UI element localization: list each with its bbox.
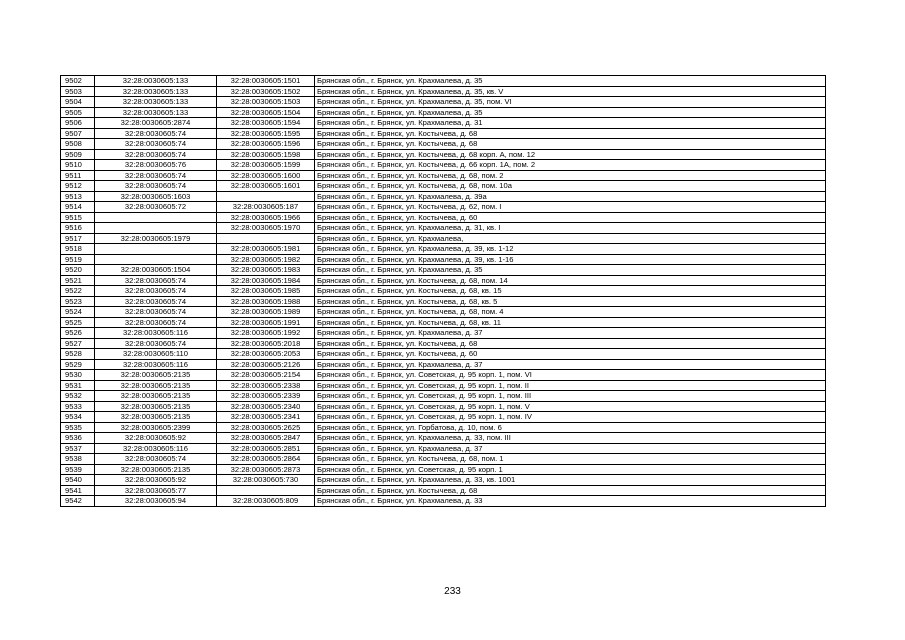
object-cadastral-number-cell: 32:28:0030605:2018 <box>217 338 315 349</box>
table-row <box>61 412 826 423</box>
row-number-cell: 9536 <box>61 433 95 444</box>
table-row <box>61 223 826 234</box>
table-row <box>61 391 826 402</box>
object-cadastral-number-cell: 32:28:0030605:1988 <box>217 296 315 307</box>
table-row <box>61 86 826 97</box>
table-row <box>61 328 826 339</box>
parcel-cadastral-number-cell: 32:28:0030605:116 <box>95 328 217 339</box>
table-row <box>61 160 826 171</box>
address-cell: Брянская обл., г. Брянск, ул. Крахмалева, <box>315 233 826 244</box>
parcel-cadastral-number-cell: 32:28:0030605:74 <box>95 307 217 318</box>
table-row <box>61 422 826 433</box>
row-number-cell: 9528 <box>61 349 95 360</box>
parcel-cadastral-number-cell <box>95 212 217 223</box>
address-cell: Брянская обл., г. Брянск, ул. Костычева, д. 62, пом. I <box>315 202 826 213</box>
parcel-cadastral-number-cell: 32:28:0030605:2135 <box>95 412 217 423</box>
parcel-cadastral-number-cell: 32:28:0030605:76 <box>95 160 217 171</box>
row-number-cell: 9520 <box>61 265 95 276</box>
table-row <box>61 475 826 486</box>
table-row <box>61 443 826 454</box>
address-cell: Брянская обл., г. Брянск, ул. Крахмалева, д. 33 <box>315 496 826 507</box>
address-cell: Брянская обл., г. Брянск, ул. Крахмалева, д. 31 <box>315 118 826 129</box>
address-cell: Брянская обл., г. Брянск, ул. Крахмалева, д. 33, пом. III <box>315 433 826 444</box>
row-number-cell: 9508 <box>61 139 95 150</box>
object-cadastral-number-cell: 32:28:0030605:809 <box>217 496 315 507</box>
parcel-cadastral-number-cell: 32:28:0030605:1979 <box>95 233 217 244</box>
parcel-cadastral-number-cell: 32:28:0030605:2135 <box>95 391 217 402</box>
row-number-cell: 9509 <box>61 149 95 160</box>
table-row <box>61 233 826 244</box>
object-cadastral-number-cell: 32:28:0030605:187 <box>217 202 315 213</box>
address-cell: Брянская обл., г. Брянск, ул. Крахмалева, д. 35, пом. VI <box>315 97 826 108</box>
address-cell: Брянская обл., г. Брянск, ул. Костычева, д. 68 корп. А, пом. 12 <box>315 149 826 160</box>
object-cadastral-number-cell: 32:28:0030605:1504 <box>217 107 315 118</box>
parcel-cadastral-number-cell: 32:28:0030605:116 <box>95 443 217 454</box>
table-row <box>61 464 826 475</box>
table-row <box>61 359 826 370</box>
table-row <box>61 244 826 255</box>
object-cadastral-number-cell <box>217 191 315 202</box>
object-cadastral-number-cell: 32:28:0030605:1991 <box>217 317 315 328</box>
object-cadastral-number-cell: 32:28:0030605:2864 <box>217 454 315 465</box>
address-cell: Брянская обл., г. Брянск, ул. Советская, д. 95 корп. 1, пом. IV <box>315 412 826 423</box>
parcel-cadastral-number-cell: 32:28:0030605:2399 <box>95 422 217 433</box>
parcel-cadastral-number-cell: 32:28:0030605:74 <box>95 454 217 465</box>
address-cell: Брянская обл., г. Брянск, ул. Крахмалева, д. 37 <box>315 359 826 370</box>
row-number-cell: 9532 <box>61 391 95 402</box>
row-number-cell: 9511 <box>61 170 95 181</box>
address-cell: Брянская обл., г. Брянск, ул. Костычева, д. 68 <box>315 338 826 349</box>
table-row <box>61 370 826 381</box>
row-number-cell: 9534 <box>61 412 95 423</box>
object-cadastral-number-cell: 32:28:0030605:1983 <box>217 265 315 276</box>
table-body <box>61 76 826 507</box>
object-cadastral-number-cell: 32:28:0030605:1598 <box>217 149 315 160</box>
row-number-cell: 9515 <box>61 212 95 223</box>
object-cadastral-number-cell: 32:28:0030605:1966 <box>217 212 315 223</box>
object-cadastral-number-cell: 32:28:0030605:1989 <box>217 307 315 318</box>
row-number-cell: 9523 <box>61 296 95 307</box>
table-row <box>61 496 826 507</box>
parcel-cadastral-number-cell: 32:28:0030605:1603 <box>95 191 217 202</box>
object-cadastral-number-cell: 32:28:0030605:2341 <box>217 412 315 423</box>
object-cadastral-number-cell: 32:28:0030605:1502 <box>217 86 315 97</box>
address-cell: Брянская обл., г. Брянск, ул. Крахмалева, д. 39, кв. 1-12 <box>315 244 826 255</box>
object-cadastral-number-cell: 32:28:0030605:2625 <box>217 422 315 433</box>
object-cadastral-number-cell: 32:28:0030605:2154 <box>217 370 315 381</box>
object-cadastral-number-cell: 32:28:0030605:1595 <box>217 128 315 139</box>
table-row <box>61 296 826 307</box>
object-cadastral-number-cell: 32:28:0030605:1992 <box>217 328 315 339</box>
object-cadastral-number-cell: 32:28:0030605:1594 <box>217 118 315 129</box>
table-row <box>61 349 826 360</box>
address-cell: Брянская обл., г. Брянск, ул. Костычева, д. 60 <box>315 349 826 360</box>
object-cadastral-number-cell <box>217 485 315 496</box>
row-number-cell: 9506 <box>61 118 95 129</box>
parcel-cadastral-number-cell: 32:28:0030605:1504 <box>95 265 217 276</box>
parcel-cadastral-number-cell: 32:28:0030605:74 <box>95 317 217 328</box>
object-cadastral-number-cell: 32:28:0030605:1985 <box>217 286 315 297</box>
parcel-cadastral-number-cell: 32:28:0030605:74 <box>95 275 217 286</box>
cadastral-table <box>60 75 826 507</box>
parcel-cadastral-number-cell <box>95 254 217 265</box>
parcel-cadastral-number-cell: 32:28:0030605:74 <box>95 170 217 181</box>
address-cell: Брянская обл., г. Брянск, ул. Костычева, д. 60 <box>315 212 826 223</box>
address-cell: Брянская обл., г. Брянск, ул. Крахмалева, д. 35 <box>315 76 826 87</box>
row-number-cell: 9535 <box>61 422 95 433</box>
row-number-cell: 9527 <box>61 338 95 349</box>
address-cell: Брянская обл., г. Брянск, ул. Костычева, д. 68, пом. 2 <box>315 170 826 181</box>
row-number-cell: 9530 <box>61 370 95 381</box>
parcel-cadastral-number-cell: 32:28:0030605:74 <box>95 139 217 150</box>
table-row <box>61 97 826 108</box>
table-row <box>61 202 826 213</box>
row-number-cell: 9512 <box>61 181 95 192</box>
row-number-cell: 9541 <box>61 485 95 496</box>
object-cadastral-number-cell: 32:28:0030605:1982 <box>217 254 315 265</box>
parcel-cadastral-number-cell: 32:28:0030605:74 <box>95 286 217 297</box>
parcel-cadastral-number-cell: 32:28:0030605:2874 <box>95 118 217 129</box>
object-cadastral-number-cell: 32:28:0030605:2847 <box>217 433 315 444</box>
table-row <box>61 76 826 87</box>
table-row <box>61 275 826 286</box>
address-cell: Брянская обл., г. Брянск, ул. Крахмалева, д. 35, кв. V <box>315 86 826 97</box>
table-row <box>61 149 826 160</box>
address-cell: Брянская обл., г. Брянск, ул. Костычева, д. 68, пом. 1 <box>315 454 826 465</box>
object-cadastral-number-cell: 32:28:0030605:2126 <box>217 359 315 370</box>
parcel-cadastral-number-cell: 32:28:0030605:133 <box>95 97 217 108</box>
parcel-cadastral-number-cell: 32:28:0030605:92 <box>95 433 217 444</box>
table-row <box>61 338 826 349</box>
parcel-cadastral-number-cell: 32:28:0030605:2135 <box>95 464 217 475</box>
table-row <box>61 485 826 496</box>
parcel-cadastral-number-cell: 32:28:0030605:74 <box>95 128 217 139</box>
address-cell: Брянская обл., г. Брянск, ул. Костычева, д. 68, пом. 10а <box>315 181 826 192</box>
address-cell: Брянская обл., г. Брянск, ул. Советская, д. 95 корп. 1, пом. VI <box>315 370 826 381</box>
address-cell: Брянская обл., г. Брянск, ул. Костычева, д. 68, пом. 14 <box>315 275 826 286</box>
address-cell: Брянская обл., г. Брянск, ул. Костычева, д. 68, пом. 4 <box>315 307 826 318</box>
object-cadastral-number-cell: 32:28:0030605:1984 <box>217 275 315 286</box>
object-cadastral-number-cell: 32:28:0030605:2851 <box>217 443 315 454</box>
address-cell: Брянская обл., г. Брянск, ул. Советская, д. 95 корп. 1, пом. III <box>315 391 826 402</box>
row-number-cell: 9513 <box>61 191 95 202</box>
address-cell: Брянская обл., г. Брянск, ул. Крахмалева, д. 31, кв. I <box>315 223 826 234</box>
table-row <box>61 380 826 391</box>
row-number-cell: 9537 <box>61 443 95 454</box>
table-row <box>61 286 826 297</box>
address-cell: Брянская обл., г. Брянск, ул. Костычева, д. 68, кв. 5 <box>315 296 826 307</box>
table-row <box>61 254 826 265</box>
address-cell: Брянская обл., г. Брянск, ул. Горбатова, д. 10, пом. 6 <box>315 422 826 433</box>
parcel-cadastral-number-cell: 32:28:0030605:133 <box>95 107 217 118</box>
row-number-cell: 9531 <box>61 380 95 391</box>
table-row <box>61 107 826 118</box>
table-row <box>61 401 826 412</box>
table-row <box>61 170 826 181</box>
parcel-cadastral-number-cell: 32:28:0030605:110 <box>95 349 217 360</box>
object-cadastral-number-cell: 32:28:0030605:1600 <box>217 170 315 181</box>
table-row <box>61 317 826 328</box>
object-cadastral-number-cell: 32:28:0030605:1599 <box>217 160 315 171</box>
address-cell: Брянская обл., г. Брянск, ул. Костычева, д. 68 <box>315 128 826 139</box>
object-cadastral-number-cell: 32:28:0030605:2340 <box>217 401 315 412</box>
row-number-cell: 9529 <box>61 359 95 370</box>
address-cell: Брянская обл., г. Брянск, ул. Советская, д. 95 корп. 1, пом. II <box>315 380 826 391</box>
parcel-cadastral-number-cell: 32:28:0030605:74 <box>95 149 217 160</box>
parcel-cadastral-number-cell: 32:28:0030605:116 <box>95 359 217 370</box>
address-cell: Брянская обл., г. Брянск, ул. Крахмалева, д. 35 <box>315 107 826 118</box>
row-number-cell: 9517 <box>61 233 95 244</box>
parcel-cadastral-number-cell <box>95 244 217 255</box>
row-number-cell: 9522 <box>61 286 95 297</box>
row-number-cell: 9538 <box>61 454 95 465</box>
table-row <box>61 265 826 276</box>
row-number-cell: 9516 <box>61 223 95 234</box>
row-number-cell: 9504 <box>61 97 95 108</box>
address-cell: Брянская обл., г. Брянск, ул. Крахмалева, д. 37 <box>315 443 826 454</box>
address-cell: Брянская обл., г. Брянск, ул. Костычева, д. 68, кв. 15 <box>315 286 826 297</box>
parcel-cadastral-number-cell <box>95 223 217 234</box>
table-row <box>61 191 826 202</box>
address-cell: Брянская обл., г. Брянск, ул. Советская, д. 95 корп. 1, пом. V <box>315 401 826 412</box>
parcel-cadastral-number-cell: 32:28:0030605:74 <box>95 181 217 192</box>
row-number-cell: 9521 <box>61 275 95 286</box>
parcel-cadastral-number-cell: 32:28:0030605:74 <box>95 296 217 307</box>
row-number-cell: 9518 <box>61 244 95 255</box>
table-row <box>61 454 826 465</box>
parcel-cadastral-number-cell: 32:28:0030605:72 <box>95 202 217 213</box>
row-number-cell: 9503 <box>61 86 95 97</box>
row-number-cell: 9510 <box>61 160 95 171</box>
object-cadastral-number-cell: 32:28:0030605:2053 <box>217 349 315 360</box>
table-row <box>61 307 826 318</box>
table-row <box>61 181 826 192</box>
parcel-cadastral-number-cell: 32:28:0030605:74 <box>95 338 217 349</box>
table-row <box>61 212 826 223</box>
parcel-cadastral-number-cell: 32:28:0030605:133 <box>95 76 217 87</box>
parcel-cadastral-number-cell: 32:28:0030605:133 <box>95 86 217 97</box>
row-number-cell: 9514 <box>61 202 95 213</box>
object-cadastral-number-cell: 32:28:0030605:730 <box>217 475 315 486</box>
parcel-cadastral-number-cell: 32:28:0030605:77 <box>95 485 217 496</box>
object-cadastral-number-cell: 32:28:0030605:1970 <box>217 223 315 234</box>
row-number-cell: 9524 <box>61 307 95 318</box>
address-cell: Брянская обл., г. Брянск, ул. Костычева, д. 68, кв. 11 <box>315 317 826 328</box>
parcel-cadastral-number-cell: 32:28:0030605:92 <box>95 475 217 486</box>
address-cell: Брянская обл., г. Брянск, ул. Костычева, д. 68 <box>315 139 826 150</box>
table-row <box>61 128 826 139</box>
object-cadastral-number-cell: 32:28:0030605:1601 <box>217 181 315 192</box>
parcel-cadastral-number-cell: 32:28:0030605:94 <box>95 496 217 507</box>
address-cell: Брянская обл., г. Брянск, ул. Крахмалева, д. 33, кв. 1001 <box>315 475 826 486</box>
address-cell: Брянская обл., г. Брянск, ул. Крахмалева, д. 35 <box>315 265 826 276</box>
row-number-cell: 9519 <box>61 254 95 265</box>
object-cadastral-number-cell <box>217 233 315 244</box>
object-cadastral-number-cell: 32:28:0030605:1501 <box>217 76 315 87</box>
parcel-cadastral-number-cell: 32:28:0030605:2135 <box>95 370 217 381</box>
page-number: 233 <box>444 586 461 597</box>
row-number-cell: 9502 <box>61 76 95 87</box>
row-number-cell: 9526 <box>61 328 95 339</box>
address-cell: Брянская обл., г. Брянск, ул. Костычева, д. 68 <box>315 485 826 496</box>
row-number-cell: 9533 <box>61 401 95 412</box>
parcel-cadastral-number-cell: 32:28:0030605:2135 <box>95 401 217 412</box>
object-cadastral-number-cell: 32:28:0030605:1981 <box>217 244 315 255</box>
object-cadastral-number-cell: 32:28:0030605:1596 <box>217 139 315 150</box>
parcel-cadastral-number-cell: 32:28:0030605:2135 <box>95 380 217 391</box>
table-row <box>61 139 826 150</box>
object-cadastral-number-cell: 32:28:0030605:1503 <box>217 97 315 108</box>
address-cell: Брянская обл., г. Брянск, ул. Крахмалева, д. 39а <box>315 191 826 202</box>
table-row <box>61 118 826 129</box>
row-number-cell: 9505 <box>61 107 95 118</box>
table-row <box>61 433 826 444</box>
object-cadastral-number-cell: 32:28:0030605:2873 <box>217 464 315 475</box>
row-number-cell: 9525 <box>61 317 95 328</box>
row-number-cell: 9507 <box>61 128 95 139</box>
row-number-cell: 9542 <box>61 496 95 507</box>
object-cadastral-number-cell: 32:28:0030605:2339 <box>217 391 315 402</box>
row-number-cell: 9539 <box>61 464 95 475</box>
address-cell: Брянская обл., г. Брянск, ул. Крахмалева, д. 39, кв. 1-16 <box>315 254 826 265</box>
address-cell: Брянская обл., г. Брянск, ул. Крахмалева, д. 37 <box>315 328 826 339</box>
object-cadastral-number-cell: 32:28:0030605:2338 <box>217 380 315 391</box>
address-cell: Брянская обл., г. Брянск, ул. Советская, д. 95 корп. 1 <box>315 464 826 475</box>
address-cell: Брянская обл., г. Брянск, ул. Костычева, д. 66 корп. 1А, пом. 2 <box>315 160 826 171</box>
row-number-cell: 9540 <box>61 475 95 486</box>
